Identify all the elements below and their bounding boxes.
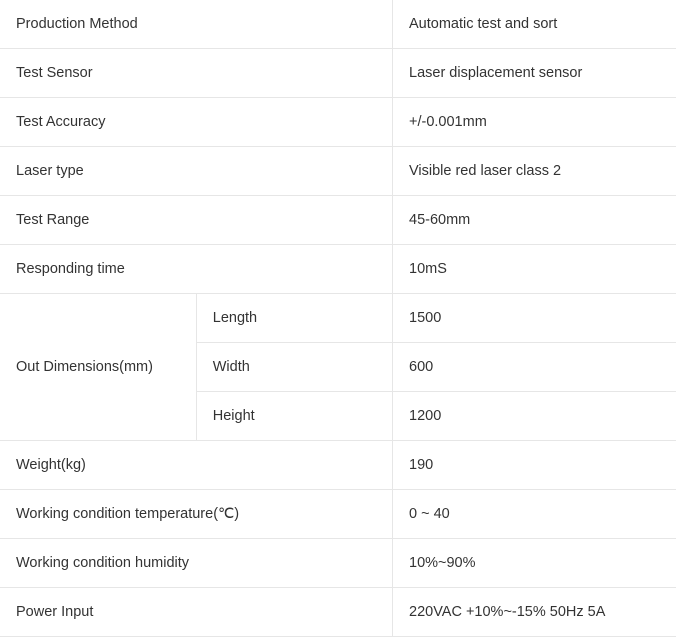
dimension-value: 1500 xyxy=(393,294,676,343)
table-row-dimensions-length xyxy=(0,294,676,343)
dimension-value: 1200 xyxy=(393,392,676,441)
spec-value: 10mS xyxy=(393,245,676,294)
table-row xyxy=(0,196,676,245)
spec-value: 190 xyxy=(393,441,676,490)
dimension-sub-label: Height xyxy=(196,392,392,441)
spec-label: Production Method xyxy=(0,0,393,49)
spec-value: +/-0.001mm xyxy=(393,98,676,147)
spec-label: Test Range xyxy=(0,196,393,245)
spec-value: Visible red laser class 2 xyxy=(393,147,676,196)
dimension-sub-label: Width xyxy=(196,343,392,392)
spec-label: Weight(kg) xyxy=(0,441,393,490)
spec-label: Responding time xyxy=(0,245,393,294)
spec-label: Laser type xyxy=(0,147,393,196)
table-row xyxy=(0,490,676,539)
spec-value: 10%~90% xyxy=(393,539,676,588)
spec-label: Test Accuracy xyxy=(0,98,393,147)
table-row xyxy=(0,0,676,49)
spec-value: 220VAC +10%~-15% 50Hz 5A xyxy=(393,588,676,637)
spec-value: Automatic test and sort xyxy=(393,0,676,49)
spec-label: Test Sensor xyxy=(0,49,393,98)
dimension-sub-label: Length xyxy=(196,294,392,343)
spec-label: Working condition temperature(℃) xyxy=(0,490,393,539)
table-row xyxy=(0,98,676,147)
spec-label: Power Input xyxy=(0,588,393,637)
spec-value: 45-60mm xyxy=(393,196,676,245)
table-row xyxy=(0,441,676,490)
table-row xyxy=(0,49,676,98)
table-row xyxy=(0,539,676,588)
dimension-value: 600 xyxy=(393,343,676,392)
table-row xyxy=(0,147,676,196)
spec-label: Working condition humidity xyxy=(0,539,393,588)
dimensions-group-label: Out Dimensions(mm) xyxy=(0,294,196,441)
table-row xyxy=(0,588,676,637)
spec-value: Laser displacement sensor xyxy=(393,49,676,98)
table-row xyxy=(0,245,676,294)
spec-value: 0 ~ 40 xyxy=(393,490,676,539)
